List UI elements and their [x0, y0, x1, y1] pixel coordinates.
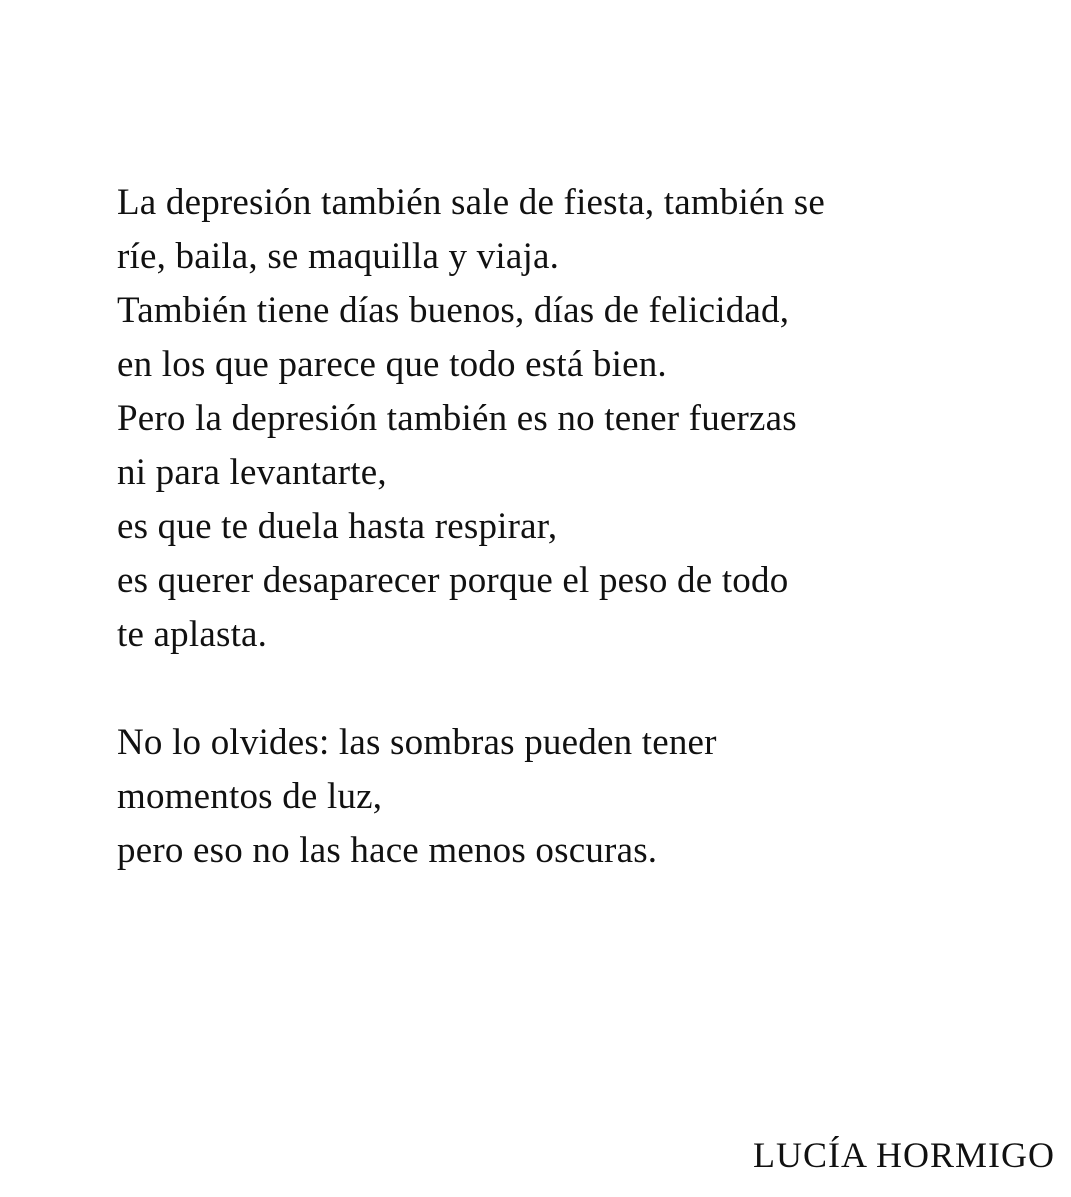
- poem-line: pero eso no las hace menos oscuras.: [117, 830, 658, 871]
- poem-line: es querer desaparecer porque el peso de todo: [117, 560, 789, 601]
- poem-line: La depresión también sale de fiesta, también se: [117, 182, 826, 223]
- poem-line: te aplasta.: [117, 614, 268, 655]
- poem-line: momentos de luz,: [117, 776, 383, 817]
- poem-line: en los que parece que todo está bien.: [117, 344, 667, 385]
- author-signature: LUCÍA HORMIGO: [752, 1135, 1055, 1175]
- poem-line: ríe, baila, se maquilla y viaja.: [117, 236, 560, 277]
- poem-body: [117, 176, 1017, 878]
- poem-line: ni para levantarte,: [117, 452, 387, 493]
- poem-line: También tiene días buenos, días de felicidad,: [117, 290, 790, 331]
- stanza-2: [117, 716, 1017, 878]
- stanza-1: [117, 176, 1017, 662]
- poem-line: Pero la depresión también es no tener fuerzas: [117, 398, 797, 439]
- poem-line: es que te duela hasta respirar,: [117, 506, 558, 547]
- poem-line: No lo olvides: las sombras pueden tener: [117, 722, 717, 763]
